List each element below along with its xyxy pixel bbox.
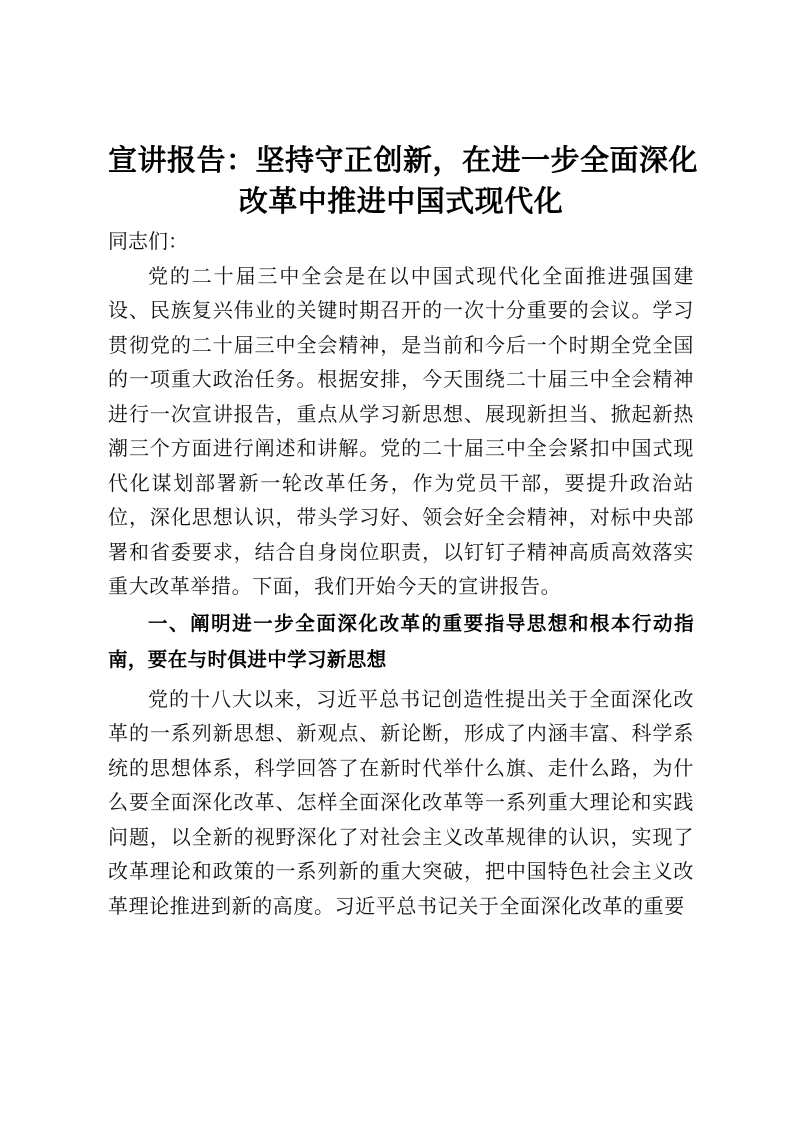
salutation: 同志们： [108,229,188,253]
document-body [108,140,699,923]
section-paragraph: 党的十八大以来，习近平总书记创造性提出关于全面深化改革的一系列新思想、新观点、新论断，形成了内涵丰富、科学系统的思想体系，科学回答了在新时代举什么旗、走什么路，为什么要全面深化改革、怎样全面深化改革等一系列重大理论和实践问题，以全新的视野深化了对社会主义改革规律的认识，实现了改革理论和政策的一系列新的重大突破，把中国特色社会主义改革理论推进到新的高度。习近平总书记关于全面深化改革的重要 [108,686,694,918]
title-line-1: 宣讲报告：坚持守正创新，在进一步全面深化 [108,143,699,177]
intro-paragraph: 党的二十届三中全会是在以中国式现代化全面推进强国建设、民族复兴伟业的关键时期召开的一次十分重要的会议。学习贯彻党的二十届三中全会精神，是当前和今后一个时期全党全国的一项重大政治任务。根据安排，今天围绕二十届三中全会精神进行一次宣讲报告，重点从学习新思想、展现新担当、掀起新热潮三个方面进行阐述和讲解。党的二十届三中全会紧扣中国式现代化谋划部署新一轮改革任务，作为党员干部，要提升政治站位，深化思想认识，带头学习好、领会好全会精神，对标中央部署和省委要求，结合自身岗位职责，以钉钉子精神高质高效落实重大改革举措。下面，我们开始今天的宣讲报告。 [108,263,694,598]
section-heading: 一、阐明进一步全面深化改革的重要指导思想和根本行动指南，要在与时俱进中学习新思想 [108,611,694,671]
title-line-2: 改革中推进中国式现代化 [238,184,564,218]
document-title [108,140,699,222]
